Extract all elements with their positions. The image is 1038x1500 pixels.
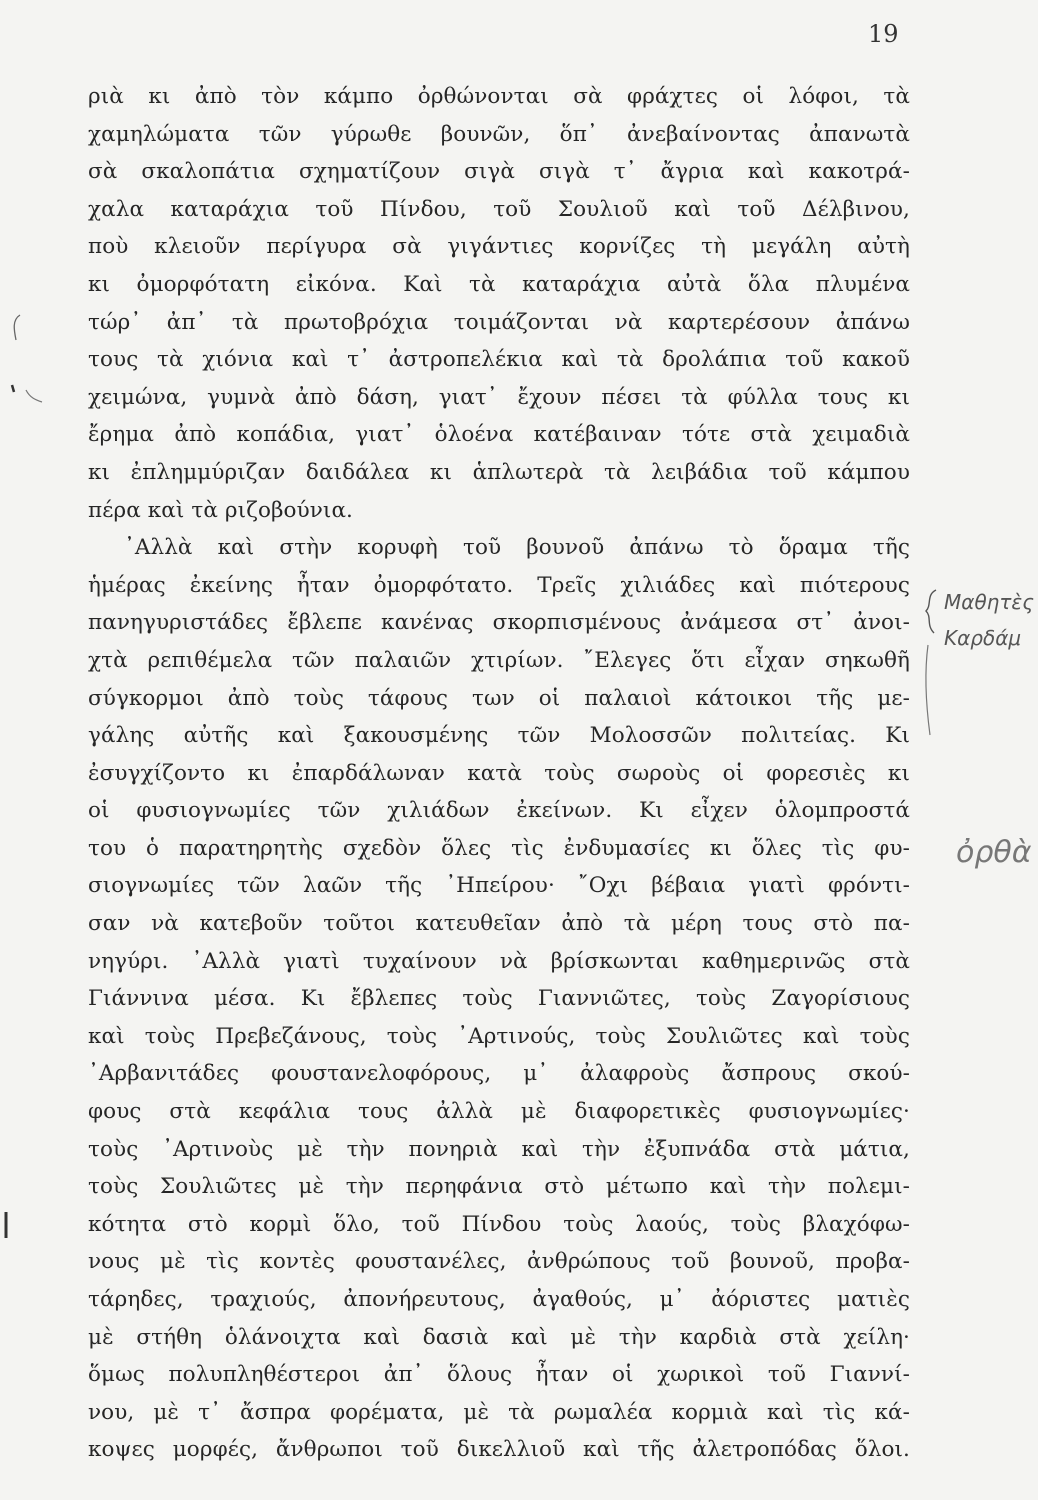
text-line: τους τὰ χιόνια καὶ τ᾿ ἀστροπελέκια καὶ τὰ δρολάπια τοῦ κακοῦ bbox=[88, 347, 910, 373]
text-line: ᾿Αλλὰ καὶ στὴν κορυφὴ τοῦ βουνοῦ ἀπάνω τὸ ὅραμα τῆς bbox=[124, 535, 910, 561]
text-line: ἐσυγχίζοντο κι ἐπαρδάλωναν κατὰ τοὺς σωροὺς οἱ φορεσιὲς κι bbox=[88, 760, 910, 786]
text-line: χαμηλώματα τῶν γύρωθε βουνῶν, ὅπ᾿ ἀνεβαίνοντας ἀπανωτὰ bbox=[88, 121, 910, 147]
text-line: του ὁ παρατηρητὴς σχεδὸν ὅλες τὶς ἐνδυμασίες κι ὅλες τὶς φυ- bbox=[88, 835, 910, 861]
text-line: πανηγυριστάδες ἔβλεπε κανένας σκορπισμένους ἀνάμεσα στ᾿ ἀνοι- bbox=[88, 610, 910, 636]
text-line: σαν νὰ κατεβοῦν τοῦτοι κατευθεῖαν ἀπὸ τὰ μέρη τους στὸ πα- bbox=[88, 911, 910, 937]
text-line: νηγύρι. ᾿Αλλὰ γιατὶ τυχαίνουν νὰ βρίσκωνται καθημερινῶς στὰ bbox=[88, 948, 910, 974]
text-line: ἡμέρας ἐκείνης ἦταν ὀμορφότατο. Τρεῖς χιλιάδες καὶ πιότερους bbox=[88, 572, 910, 598]
text-line: σύγκορμοι ἀπὸ τοὺς τάφους των οἱ παλαιοὶ κάτοικοι τῆς με- bbox=[88, 685, 910, 711]
text-line: φους στὰ κεφάλια τους ἀλλὰ μὲ διαφορετικὲς φυσιογνωμίες· bbox=[88, 1099, 910, 1125]
text-line: τοὺς Σουλιῶτες μὲ τὴν περηφάνια στὸ μέτωπο καὶ τὴν πολεμι- bbox=[88, 1174, 910, 1200]
text-line: τώρ᾿ ἀπ᾿ τὰ πρωτοβρόχια τοιμάζονται νὰ καρτερέσουν ἀπάνω bbox=[88, 309, 910, 335]
text-line: σιογνωμίες τῶν λαῶν τῆς ᾿Ηπείρου· ῎Οχι βέβαια γιατὶ φρόντι- bbox=[88, 873, 910, 899]
text-line: κοψες μορφές, ἄνθρωποι τοῦ δικελλιοῦ καὶ τῆς ἀλετροπόδας ὅλοι. bbox=[88, 1437, 910, 1463]
text-line: χειμώνα, γυμνὰ ἀπὸ δάση, γιατ᾿ ἔχουν πέσει τὰ φύλλα τους κι bbox=[88, 384, 910, 410]
margin-note: ὀρθὰ bbox=[956, 835, 1032, 870]
text-line: κότητα στὸ κορμὶ ὅλο, τοῦ Πίνδου τοὺς λαούς, τοὺς βλαχόφω- bbox=[88, 1211, 910, 1237]
text-line: Γιάννινα μέσα. Κι ἔβλεπες τοὺς Γιαννιῶτες, τοὺς Ζαγορίσιους bbox=[88, 986, 910, 1012]
margin-tick bbox=[8, 310, 48, 410]
text-line: μὲ στήθη ὁλάνοιχτα καὶ δασιὰ καὶ μὲ τὴν καρδιὰ στὰ χείλη· bbox=[88, 1324, 910, 1350]
text-line: ἔρημα ἀπὸ κοπάδια, γιατ᾿ ὁλοένα κατέβαιναν τότε στὰ χειμαδιὰ bbox=[88, 422, 910, 448]
text-line: νου, μὲ τ᾿ ἄσπρα φορέματα, μὲ τὰ ρωμαλέα κορμιὰ καὶ τὶς κά- bbox=[88, 1399, 910, 1425]
text-line: οἱ φυσιογνωμίες τῶν χιλιάδων ἐκείνων. Κι εἶχεν ὁλομπροστά bbox=[88, 798, 910, 824]
text-line: σὰ σκαλοπάτια σχηματίζουν σιγὰ σιγὰ τ᾿ ἄγρια καὶ κακοτρά- bbox=[88, 159, 910, 185]
text-line: καὶ τοὺς Πρεβεζάνους, τοὺς ᾿Αρτινούς, τοὺς Σουλιῶτες καὶ τοὺς bbox=[88, 1023, 910, 1049]
text-line: τοὺς ᾿Αρτινοὺς μὲ τὴν πονηριὰ καὶ τὴν ἐξυπνάδα στὰ μάτια, bbox=[88, 1136, 910, 1162]
text-line: χτὰ ρεπιθέμελα τῶν παλαιῶν χτιρίων. ῎Ελεγες ὅτι εἶχαν σηκωθῆ bbox=[88, 647, 910, 673]
text-line: ὅμως πολυπληθέστεροι ἀπ᾿ ὅλους ἦταν οἱ χωρικοὶ τοῦ Γιαννί- bbox=[88, 1362, 910, 1388]
text-line: γάλης αὐτῆς καὶ ξακουσμένης τῶν Μολοσσῶν πολιτείας. Κι bbox=[88, 723, 910, 749]
text-line: χαλα καταράχια τοῦ Πίνδου, τοῦ Σουλιοῦ καὶ τοῦ Δέλβινου, bbox=[88, 196, 910, 222]
margin-note: Μαθητὲς bbox=[944, 590, 1034, 614]
page-number: 19 bbox=[868, 20, 899, 48]
body-text bbox=[88, 78, 910, 1469]
text-line: κι ἐπλημμύριζαν δαιδάλεα κι ἁπλωτερὰ τὰ λειβάδια τοῦ κάμπου bbox=[88, 459, 910, 485]
margin-note: Καρδάμ bbox=[944, 626, 1022, 650]
margin-tick bbox=[0, 1210, 12, 1240]
text-line: νους μὲ τὶς κοντὲς φουστανέλες, ἀνθρώπους τοῦ βουνοῦ, προβα- bbox=[88, 1249, 910, 1275]
text-line: πέρα καὶ τὰ ριζοβούνια. bbox=[88, 497, 353, 523]
text-line: ᾿Αρβανιτάδες φουστανελοφόρους, μ᾿ ἀλαφροὺς ἄσπρους σκού- bbox=[88, 1061, 910, 1087]
text-line: ποὺ κλειοῦν περίγυρα σὰ γιγάντιες κορνίζες τὴ μεγάλη αὐτὴ bbox=[88, 234, 910, 260]
text-line: ριὰ κι ἀπὸ τὸν κάμπο ὀρθώνονται σὰ φράχτες οἱ λόφοι, τὰ bbox=[88, 84, 910, 109]
text-line: τάρηδες, τραχιούς, ἀπονήρευτους, ἀγαθούς, μ᾿ ἀόριστες ματιὲς bbox=[88, 1287, 910, 1312]
text-line: κι ὀμορφότατη εἰκόνα. Καὶ τὰ καταράχια αὐτὰ ὅλα πλυμένα bbox=[88, 271, 910, 297]
